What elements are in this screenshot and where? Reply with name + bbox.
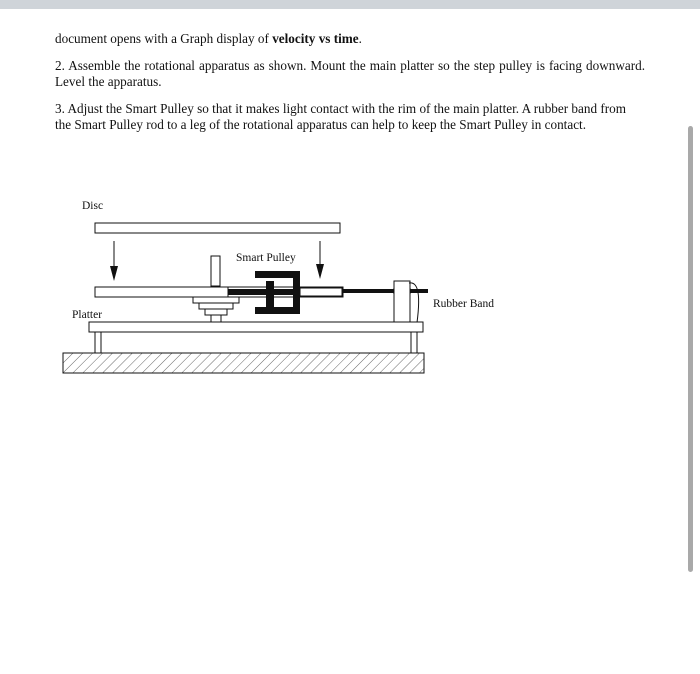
left-leg	[95, 332, 101, 353]
platter-label: Platter	[72, 309, 103, 321]
ground	[63, 353, 424, 373]
step-3-paragraph: 3. Adjust the Smart Pulley so that it makes light contact with the rim of the main platter. A rubber band from the Smart Pulley rod to a leg of the rotational apparatus can help to keep the Smart Pulley in contact.	[55, 101, 626, 132]
step-2-paragraph: 2. Assemble the rotational apparatus as shown. Mount the main platter so the step pulley is facing downward. Level the apparatus.	[55, 58, 645, 89]
intro-bold-text: velocity vs time	[272, 31, 359, 46]
disc	[95, 223, 340, 233]
support-post	[394, 281, 410, 323]
intro-period: .	[358, 31, 362, 46]
intro-text: document opens with a Graph display of	[55, 31, 273, 46]
step-pulley	[193, 297, 239, 322]
left-down-arrow	[110, 241, 118, 281]
spindle	[211, 256, 220, 286]
pulley-rod-sleeve	[300, 288, 342, 296]
disc-label: Disc	[82, 200, 104, 212]
vertical-scrollbar[interactable]	[688, 126, 693, 572]
base-platform	[89, 322, 423, 332]
smart-pulley	[228, 271, 300, 314]
rubber-band-label: Rubber Band	[433, 298, 495, 310]
right-down-arrow	[316, 241, 324, 279]
right-leg	[411, 332, 417, 353]
smart-pulley-label: Smart Pulley	[236, 252, 296, 264]
